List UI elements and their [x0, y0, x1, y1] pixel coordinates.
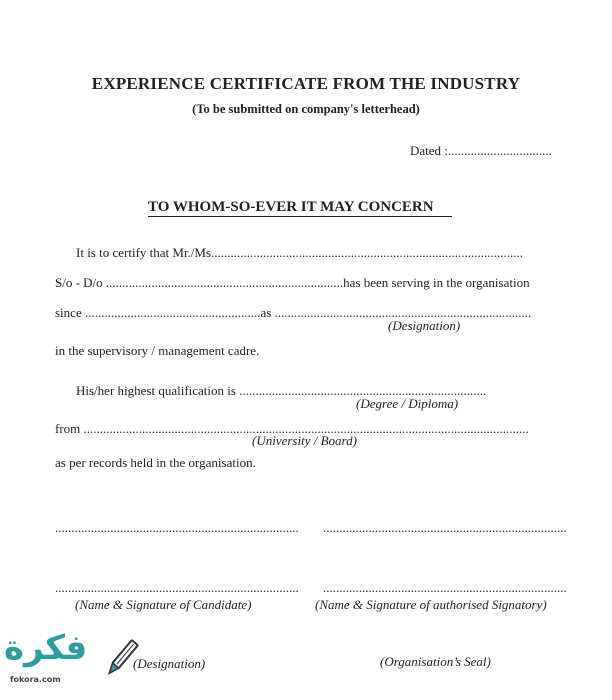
dated-field: Dated :................................: [410, 143, 552, 158]
signature-dots-right-2: ...........................................................................: [323, 580, 567, 595]
designation-label: (Designation): [133, 656, 206, 671]
son-daughter-line: S/o - D/o .........................................................................has been serving in the organisation: [55, 275, 530, 290]
signature-dots-left-1: ...........................................................................: [55, 520, 299, 535]
since-line: since ......................................................as ...............................................................................: [55, 305, 532, 320]
certificate-title: EXPERIENCE CERTIFICATE FROM THE INDUSTRY: [91, 74, 521, 93]
from-line: from .........................................................................................................................................: [55, 421, 529, 436]
university-hint: (University / Board): [252, 433, 357, 448]
candidate-signature-label: (Name & Signature of Candidate): [75, 597, 252, 612]
logo-url: fokora.com: [10, 675, 61, 684]
concern-heading: TO WHOM-SO-EVER IT MAY CONCERN: [148, 198, 452, 217]
signature-dots-right-1: ...........................................................................: [323, 520, 567, 535]
designation-hint: (Designation): [388, 318, 461, 333]
records-line: as per records held in the organisation.: [55, 455, 256, 470]
cadre-line: in the supervisory / management cadre.: [55, 343, 260, 358]
signature-dots-left-2: ...........................................................................: [55, 580, 299, 595]
logo-text: فكرة: [4, 628, 88, 668]
organisation-seal-label: (Organisation’s Seal): [380, 654, 491, 669]
authorised-signature-label: (Name & Signature of authorised Signatory): [315, 597, 547, 612]
pen-icon: [98, 634, 146, 682]
certify-line: It is to certify that Mr./Ms................................................................................................: [76, 245, 524, 260]
qualification-line: His/her highest qualification is ............................................................................: [76, 383, 487, 398]
site-watermark-logo: [0, 628, 150, 700]
degree-hint: (Degree / Diploma): [356, 396, 459, 411]
letterhead-note: (To be submitted on company's letterhead): [192, 102, 420, 116]
